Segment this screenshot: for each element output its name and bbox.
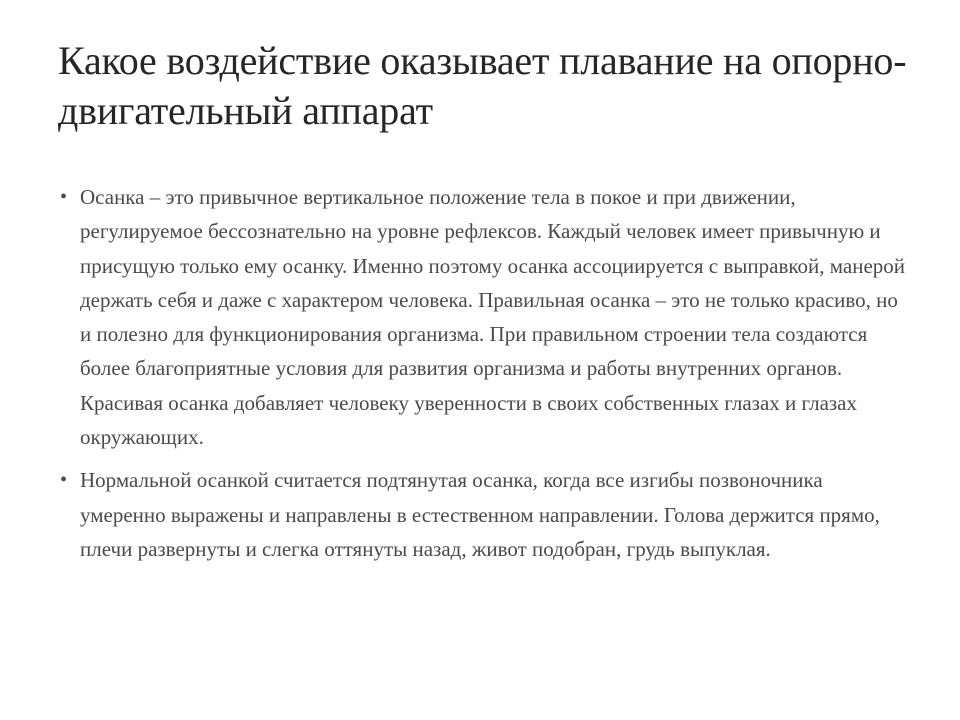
- bullet-marker: •: [60, 469, 68, 492]
- bullet-item-normal-posture: [58, 463, 912, 566]
- bullet-marker: •: [60, 186, 68, 208]
- slide-title: Какое воздействие оказывает плавание на опорно-двигательный аппарат: [58, 38, 907, 133]
- bullet-item-posture-definition: [58, 180, 912, 454]
- bullet-list: [58, 180, 912, 566]
- bullet-text: Нормальной осанкой считается подтянутая осанка, когда все изгибы позвоночника умеренно выражены и направлены в естественном направлении. Голова держится прямо, плечи развернуты и слегка оттянуты назад, живот подобран, грудь выпуклая.: [80, 468, 880, 561]
- bullet-text: Осанка – это привычное вертикальное положение тела в покое и при движении, регулируемое бессознательно на уровне рефлексов. Каждый человек имеет привычную и присущую только ему осанку. Именно поэтому осанка ассоциируется с выправкой, манерой держать себя и даже с характером человека. Правильная осанка – это не только красиво, но и полезно для функционирования организма. При правильном строении тела создаются более благоприятные условия для развития организма и работы внутренних органов. Красивая осанка добавляет человеку уверенности в своих собственных глазах и глазах окружающих.: [80, 185, 905, 450]
